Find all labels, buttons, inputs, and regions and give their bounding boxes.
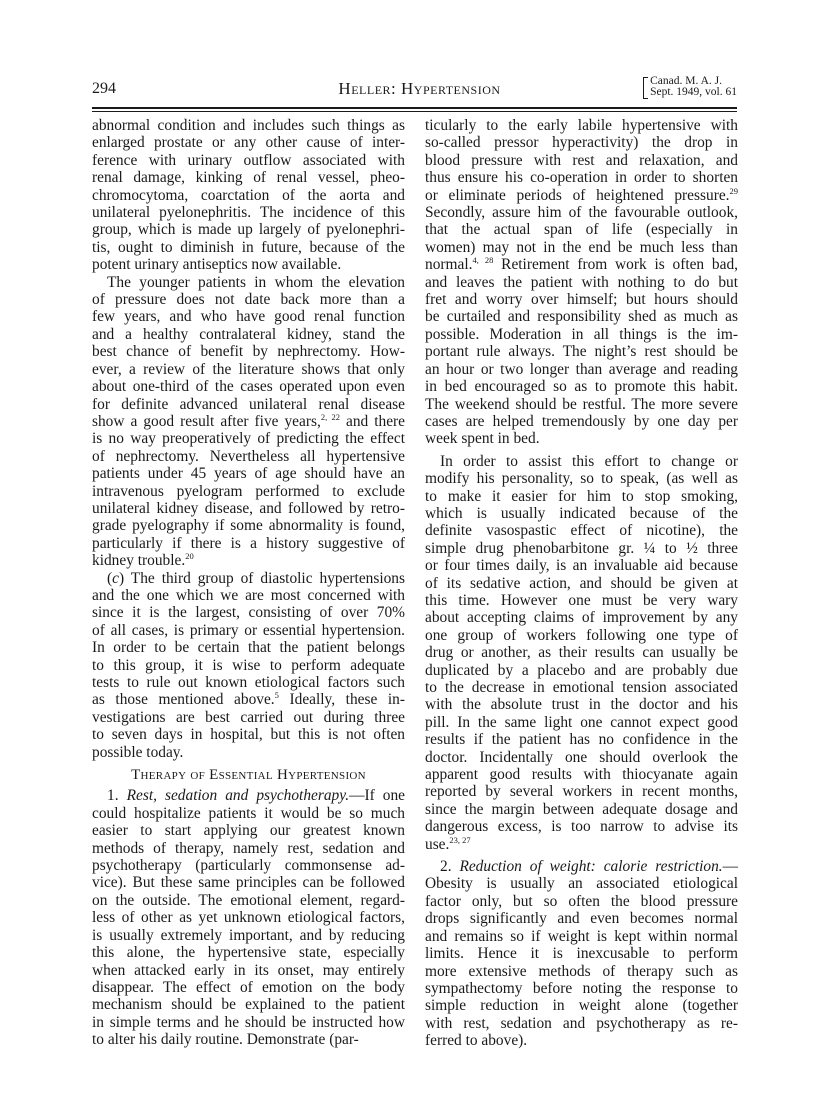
text-line bbox=[425, 187, 738, 204]
text-line: since the margin between adequate dosage and bbox=[425, 800, 738, 818]
text-line: patients under 45 years of age should have an bbox=[92, 465, 405, 483]
text-line bbox=[425, 836, 738, 853]
text-line: this alone, the hypertensive state, especially bbox=[92, 944, 405, 962]
italic-text: c bbox=[112, 569, 119, 587]
text-segment: normal. bbox=[425, 256, 473, 274]
text-line: ference with urinary outflow associated with bbox=[92, 151, 405, 169]
left-column bbox=[92, 117, 405, 1049]
text-line: apparent good results with thiocyanate again bbox=[425, 766, 738, 784]
text-line: disappear. The effect of emotion on the body bbox=[92, 978, 405, 996]
text-line: vestigations are best carried out during three bbox=[92, 708, 405, 726]
text-line: is no way preoperatively of predicting the effect bbox=[92, 430, 405, 448]
text-line: simple reduction in weight alone (together bbox=[425, 997, 738, 1015]
text-line bbox=[92, 552, 405, 569]
header-rule-thick bbox=[92, 107, 737, 109]
text-line: to alter his daily routine. Demonstrate (par- bbox=[92, 1031, 359, 1049]
text-line: methods of therapy, namely rest, sedation and bbox=[92, 839, 405, 857]
text-line: ferred to above). bbox=[425, 1032, 528, 1050]
text-line: doctor. Incidentally one should overlook the bbox=[425, 748, 738, 766]
journal-citation bbox=[643, 76, 737, 98]
text-segment: and there bbox=[339, 412, 405, 430]
text-line: ever, a review of the literature shows that only bbox=[92, 360, 405, 378]
text-line: grade pyelography if some abnormality is found, bbox=[92, 517, 405, 535]
text-segment: use. bbox=[425, 835, 450, 853]
text-line: and leaves the patient with nothing to do but bbox=[425, 273, 738, 291]
text-line: to this group, it is wise to perform adequate bbox=[92, 656, 405, 674]
text-line: drug or another, as their results can usually be bbox=[425, 644, 738, 662]
text-segment: or eliminate periods of heightened pressure. bbox=[425, 186, 730, 204]
reference-superscript: 29 bbox=[729, 185, 738, 196]
text-line: an hour or two longer than average and reading bbox=[425, 360, 738, 378]
text-line: of nephrectomy. Nevertheless all hypertensive bbox=[92, 447, 405, 465]
text-line bbox=[92, 787, 405, 804]
paragraph bbox=[92, 117, 405, 274]
text-line: since it is the largest, consisting of over 70% bbox=[92, 604, 405, 622]
text-line: women) may not in the end be much less than bbox=[425, 238, 738, 256]
text-line: dangerous excess, is too narrow to advise its bbox=[425, 818, 738, 836]
reference-superscript: 5 bbox=[274, 690, 279, 701]
text-line: that the actual span of life (especially in bbox=[425, 221, 738, 239]
reference-superscript: 2, 22 bbox=[320, 411, 340, 422]
running-header bbox=[92, 76, 737, 106]
reference-superscript: 4, 28 bbox=[472, 255, 494, 266]
text-line: about accepting claims of improvement by any bbox=[425, 609, 738, 627]
text-segment: ) The third group of diastolic hypertensions bbox=[118, 569, 405, 587]
text-line: The weekend should be restful. The more severe bbox=[425, 395, 738, 413]
text-line: chromocytoma, coarctation of the aorta and bbox=[92, 186, 405, 204]
text-line: in bed encouraged so as to promote this habit. bbox=[425, 378, 738, 396]
page-number: 294 bbox=[92, 80, 116, 97]
text-line: definite vasospastic effect of nicotine), the bbox=[425, 522, 738, 540]
text-line: group, which is made up largely of pyelonephri- bbox=[92, 221, 405, 239]
text-segment: Retirement from work is often bad, bbox=[493, 256, 738, 274]
text-line: with the absolute trust in the doctor and his bbox=[425, 696, 738, 714]
running-title: Heller: Hypertension bbox=[338, 79, 501, 98]
text-line: be curtailed and responsibility shed as much as bbox=[425, 308, 738, 326]
text-segment: 1. bbox=[107, 787, 127, 805]
text-line: of its sedative action, and should be given at bbox=[425, 574, 738, 592]
text-line: vice). But these same principles can be followed bbox=[92, 874, 405, 892]
text-line: thus ensure his co-operation in order to shorten bbox=[425, 169, 738, 187]
text-line bbox=[92, 691, 405, 708]
text-line: In order to assist this effort to change or bbox=[440, 452, 738, 470]
right-column bbox=[425, 117, 738, 1050]
italic-text: Reduction of weight: calorie restriction. bbox=[459, 858, 723, 876]
text-line: with rest, sedation and psychotherapy as re- bbox=[425, 1014, 738, 1032]
paragraph bbox=[92, 570, 405, 761]
text-line: and a healthy contralateral kidney, stand the bbox=[92, 325, 405, 343]
text-line: tis, ought to diminish in future, because of the bbox=[92, 238, 405, 256]
text-line: ticularly to the early labile hypertensive with bbox=[425, 117, 738, 134]
paragraph bbox=[92, 787, 405, 1048]
text-line: of all cases, is primary or essential hypertension. bbox=[92, 621, 405, 639]
text-line: portant rule always. The night’s rest should be bbox=[425, 343, 738, 361]
text-line: fret and worry over himself; but hours should bbox=[425, 291, 738, 309]
text-line: blood pressure with rest and relaxation, and bbox=[425, 151, 738, 169]
text-line: simple drug phenobarbitone gr. ¼ to ½ three bbox=[425, 539, 738, 557]
text-line: unilateral pyelonephritis. The incidence of this bbox=[92, 204, 405, 222]
text-line: drops significantly and even becomes normal bbox=[425, 910, 738, 928]
text-line: In order to be certain that the patient belongs bbox=[92, 639, 405, 657]
text-line: one group of workers following one type of bbox=[425, 626, 738, 644]
text-segment: ( bbox=[107, 569, 113, 587]
text-line: particularly if there is a history suggestive of bbox=[92, 534, 405, 552]
text-line: modify his personality, so to speak, (as well as bbox=[425, 470, 738, 488]
text-line: sympathectomy before noting the response to bbox=[425, 979, 738, 997]
text-line: psychotherapy (particularly commonsense ad- bbox=[92, 857, 405, 875]
paragraph bbox=[92, 274, 405, 570]
header-rule-thin bbox=[92, 111, 737, 112]
text-line bbox=[92, 570, 405, 587]
text-line: about one-third of the cases operated upon even bbox=[92, 378, 405, 396]
text-segment: Ideally, these in- bbox=[278, 691, 405, 709]
text-line: pill. In the same light one cannot expect good bbox=[425, 713, 738, 731]
text-line: of pressure does not date back more than a bbox=[92, 291, 405, 309]
text-line: limits. Hence it is inexcusable to perform bbox=[425, 945, 738, 963]
text-segment: show a good result after five years, bbox=[92, 412, 321, 430]
text-line: mechanism should be explained to the patient bbox=[92, 996, 405, 1014]
text-line: when attacked early in its onset, may entirely bbox=[92, 961, 405, 979]
text-line: and remains so if weight is kept within normal bbox=[425, 927, 738, 945]
text-line: results if the patient has no confidence in the bbox=[425, 731, 738, 749]
text-line: intravenous pyelogram performed to exclude bbox=[92, 482, 405, 500]
text-line: reported by several workers in recent months, bbox=[425, 783, 738, 801]
text-line: to make it easier for him to stop smoking, bbox=[425, 487, 738, 505]
text-line: and the one which we are most concerned with bbox=[92, 586, 405, 604]
text-line: this time. However one must be very wary bbox=[425, 591, 738, 609]
text-line: best chance of benefit by nephrectomy. How- bbox=[92, 343, 405, 361]
text-line: duplicated by a placebo and are probably due bbox=[425, 661, 738, 679]
text-line: abnormal condition and includes such things as bbox=[92, 117, 405, 134]
text-line: so-called pressor hyperactivity) the drop in bbox=[425, 134, 738, 152]
text-line: The younger patients in whom the elevation bbox=[107, 273, 405, 291]
text-line: more extensive methods of therapy such as bbox=[425, 962, 738, 980]
text-line: few years, and who have good renal function bbox=[92, 308, 405, 326]
text-line: which is usually indicated because of the bbox=[425, 504, 738, 522]
text-line: cases are helped tremendously by one day per bbox=[425, 412, 738, 430]
journal-name: Canad. M. A. J. bbox=[650, 75, 722, 87]
text-line: week spent in bed. bbox=[425, 430, 540, 448]
text-line: or four times daily, is an invaluable aid because bbox=[425, 557, 738, 575]
italic-text: Rest, sedation and psychotherapy. bbox=[126, 787, 350, 805]
reference-superscript: 23, 27 bbox=[449, 834, 471, 845]
text-line: factor only, but so often the blood pressure bbox=[425, 892, 738, 910]
journal-issue: Sept. 1949, vol. 61 bbox=[650, 86, 737, 98]
text-line bbox=[92, 413, 405, 430]
text-line: in simple terms and he should be instructed how bbox=[92, 1013, 405, 1031]
bracket-mark bbox=[643, 77, 648, 99]
text-line: tests to rule out known etiological factors such bbox=[92, 674, 405, 691]
reference-superscript: 20 bbox=[185, 551, 194, 562]
text-segment: —If one bbox=[349, 787, 405, 805]
text-line: less of other as yet unknown etiological factors, bbox=[92, 909, 405, 927]
text-line: to the decrease in emotional tension associated bbox=[425, 679, 738, 696]
text-segment: 2. bbox=[440, 858, 460, 876]
text-line: possible. Moderation in all things is the im- bbox=[425, 325, 738, 343]
paragraph bbox=[425, 117, 738, 448]
text-line: is usually extremely important, and by reducing bbox=[92, 926, 405, 944]
text-line: to seven days in hospital, but this is not often bbox=[92, 726, 405, 744]
section-heading: Therapy of Essential Hypertension bbox=[131, 767, 366, 784]
text-line bbox=[425, 858, 738, 875]
text-line: Secondly, assure him of the favourable outlook, bbox=[425, 204, 738, 222]
paragraph bbox=[425, 453, 738, 853]
text-line: could hospitalize patients it would be so much bbox=[92, 804, 405, 822]
text-line: on the outside. The emotional element, regard- bbox=[92, 891, 405, 909]
text-segment: kidney trouble. bbox=[92, 552, 186, 570]
text-line: enlarged prostate or any other cause of inter- bbox=[92, 134, 405, 152]
text-line bbox=[425, 256, 738, 273]
paragraph bbox=[425, 858, 738, 1049]
text-line: potent urinary antiseptics now available. bbox=[92, 256, 342, 274]
text-segment: — bbox=[722, 858, 738, 876]
text-segment: as those mentioned above. bbox=[92, 691, 275, 709]
text-line: renal damage, kinking of renal vessel, pheo- bbox=[92, 169, 405, 187]
text-line: Obesity is usually an associated etiological bbox=[425, 875, 738, 893]
text-line: for definite advanced unilateral renal disease bbox=[92, 395, 405, 413]
text-line: easier to start applying our greatest known bbox=[92, 822, 405, 840]
text-line: possible today. bbox=[92, 743, 184, 761]
text-line: unilateral kidney disease, and followed by retro- bbox=[92, 499, 405, 517]
